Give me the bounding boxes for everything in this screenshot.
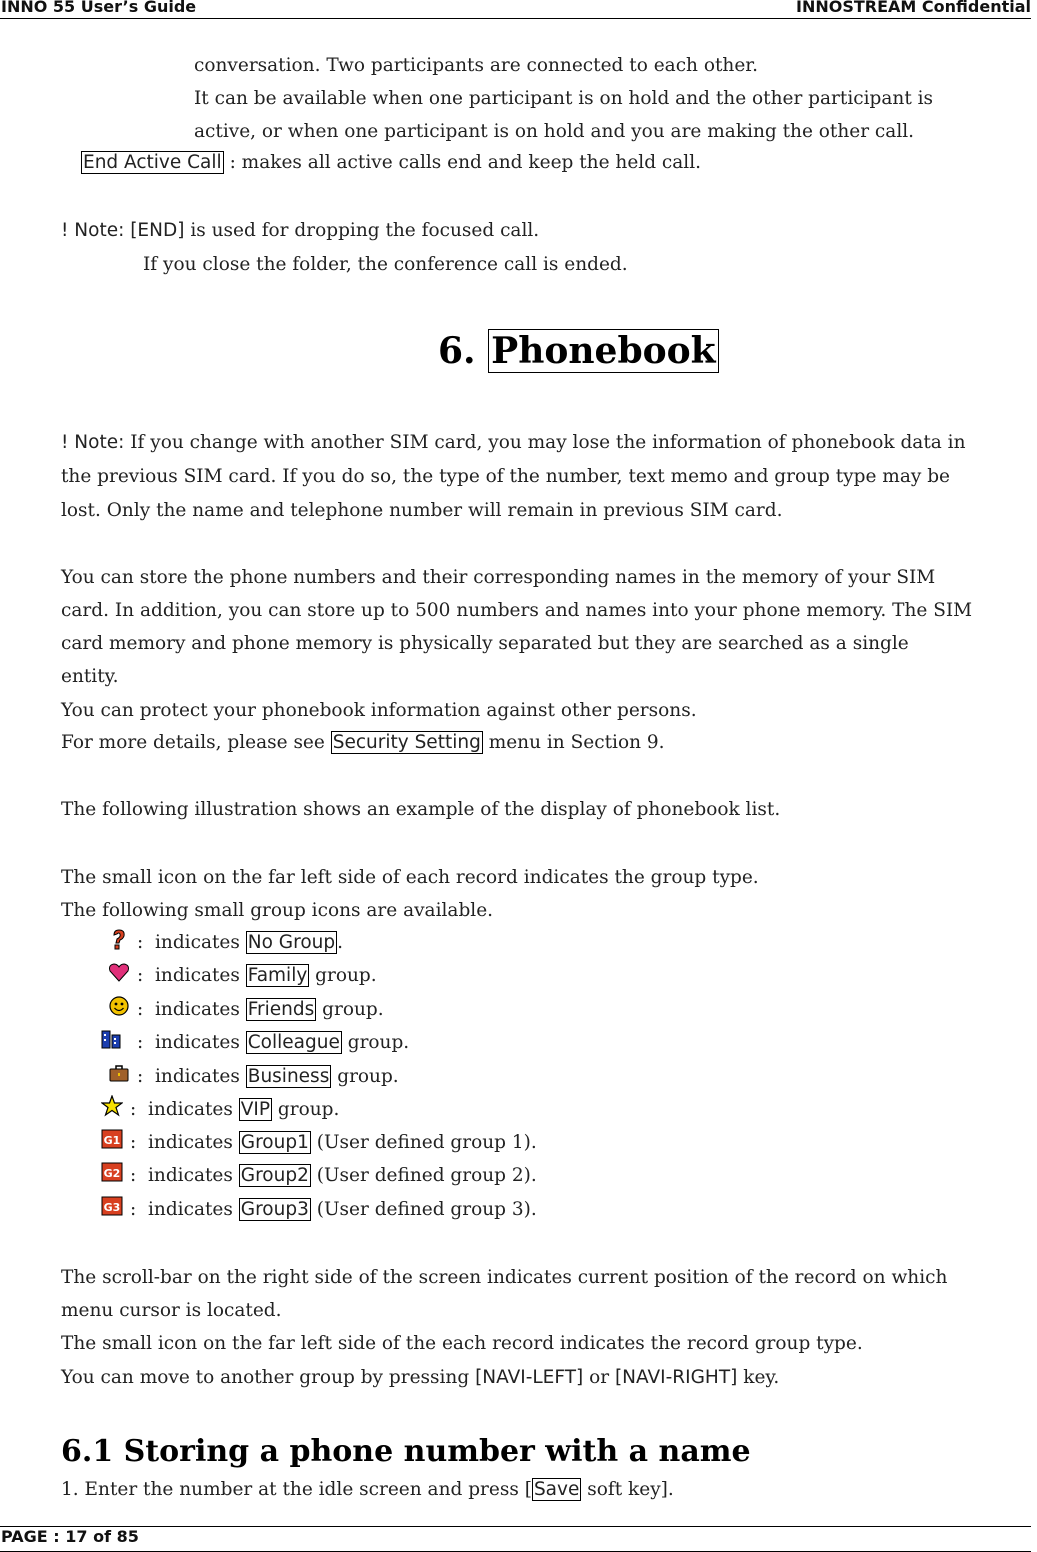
group-row-family: : indicates Family group.	[137, 965, 377, 986]
note-1-prefix: ! Note:	[61, 220, 131, 241]
note-2-text: If you change with another SIM card, you may lose the information of phonebook data in	[130, 432, 966, 453]
section-number: 6.	[438, 330, 489, 372]
note-2-prefix: ! Note:	[61, 432, 131, 453]
para-4-line-3: The small icon on the far left side of the each record indicates the record group type.	[61, 1333, 863, 1354]
end-active-call-row	[81, 150, 701, 176]
group-row-vip: : indicates VIP group.	[130, 1099, 340, 1120]
para-1-line-2: card. In addition, you can store up to 500 numbers and names into your phone memory. The SIM	[61, 600, 973, 621]
note-1-line-2: If you close the folder, the conference call is ended.	[143, 254, 628, 275]
para-4-line-4: You can move to another group by pressing [NAVI-LEFT] or [NAVI-RIGHT] key.	[61, 1367, 780, 1388]
group-row-group3: : indicates Group3 (User defined group 3).	[130, 1199, 537, 1220]
building-icon	[100, 1028, 122, 1050]
para-1-line-3: card memory and phone memory is physically separated but they are searched as a single	[61, 633, 909, 654]
subsection-heading: 6.1 Storing a phone number with a name	[61, 1434, 751, 1469]
briefcase-icon	[108, 1062, 130, 1084]
question-icon	[108, 928, 130, 950]
group-name-no-group: No Group	[247, 932, 336, 953]
smiley-icon	[108, 995, 130, 1017]
header-confidential: INNOSTREAM Confidential	[796, 0, 1031, 16]
end-active-call-desc: : makes all active calls end and keep the held call.	[223, 152, 702, 173]
svg-text:G3: G3	[103, 1201, 121, 1214]
g1-icon	[101, 1128, 123, 1150]
save-soft-key: Save	[533, 1479, 580, 1500]
intro-line-2: It can be available when one participant is on hold and the other participant is	[194, 88, 934, 109]
note-2-line-2: the previous SIM card. If you do so, the type of the number, text memo and group type may be	[61, 466, 951, 487]
group-name-friends: Friends	[247, 999, 315, 1020]
g2-icon	[101, 1161, 123, 1183]
page-number: PAGE : 17 of 85	[1, 1527, 139, 1546]
section-heading	[438, 327, 719, 375]
step-1: 1. Enter the number at the idle screen and press [ Save soft key].	[61, 1479, 674, 1500]
para-1-line-4: entity.	[61, 666, 119, 687]
group-name-vip: VIP	[240, 1099, 271, 1120]
para-4-line-1: The scroll-bar on the right side of the screen indicates current position of the record on which	[61, 1267, 948, 1288]
group-row-friends: : indicates Friends group.	[137, 999, 384, 1020]
para-1-line-6	[61, 730, 665, 756]
navi-left-key: [NAVI-LEFT]	[475, 1367, 584, 1388]
svg-text:G1: G1	[103, 1134, 121, 1147]
group-name-business: Business	[247, 1066, 330, 1087]
para-4-line-2: menu cursor is located.	[61, 1300, 282, 1321]
para-1-line-6-post: menu in Section 9.	[482, 732, 665, 753]
intro-line-1: conversation. Two participants are connected to each other.	[194, 55, 758, 76]
section-title: Phonebook	[488, 329, 718, 373]
note-1	[61, 218, 539, 244]
intro-line-3: active, or when one participant is on hold and you are making the other call.	[194, 121, 915, 142]
svg-text:G2: G2	[103, 1167, 121, 1180]
para-1-line-5: You can protect your phonebook information against other persons.	[61, 700, 697, 721]
note-2-line-3: lost. Only the name and telephone number will remain in previous SIM card.	[61, 500, 783, 521]
navi-right-key: [NAVI-RIGHT]	[614, 1367, 738, 1388]
group-name-group3: Group3	[240, 1199, 309, 1220]
end-key: [END]	[130, 220, 185, 241]
group-row-colleague: : indicates Colleague group.	[137, 1032, 410, 1053]
page-header	[0, 0, 1031, 19]
note-2-line-1	[61, 430, 966, 456]
group-name-colleague: Colleague	[247, 1032, 340, 1053]
header-doc-title: INNO 55 User’s Guide	[1, 0, 197, 16]
security-setting-link: Security Setting	[332, 732, 481, 753]
group-row-group1: : indicates Group1 (User defined group 1).	[130, 1132, 537, 1153]
para-3-line-1: The small icon on the far left side of each record indicates the group type.	[61, 867, 759, 888]
group-name-family: Family	[247, 965, 308, 986]
group-row-no-group: : indicates No Group .	[137, 932, 344, 953]
page-footer	[0, 1526, 1031, 1552]
group-name-group2: Group2	[240, 1165, 309, 1186]
note-1-text: is used for dropping the focused call.	[184, 220, 540, 241]
star-icon	[101, 1095, 123, 1117]
para-2-line-1: The following illustration shows an example of the display of phonebook list.	[61, 799, 781, 820]
group-row-group2: : indicates Group2 (User defined group 2).	[130, 1165, 537, 1186]
para-3-line-2: The following small group icons are available.	[61, 900, 494, 921]
para-1-line-6-pre: For more details, please see	[61, 732, 331, 753]
end-active-call-label: End Active Call	[83, 152, 222, 173]
para-1-line-1: You can store the phone numbers and their corresponding names in the memory of your SIM	[61, 567, 936, 588]
group-name-group1: Group1	[240, 1132, 309, 1153]
group-row-business: : indicates Business group.	[137, 1066, 399, 1087]
heart-icon	[108, 961, 130, 983]
g3-icon	[101, 1195, 123, 1217]
